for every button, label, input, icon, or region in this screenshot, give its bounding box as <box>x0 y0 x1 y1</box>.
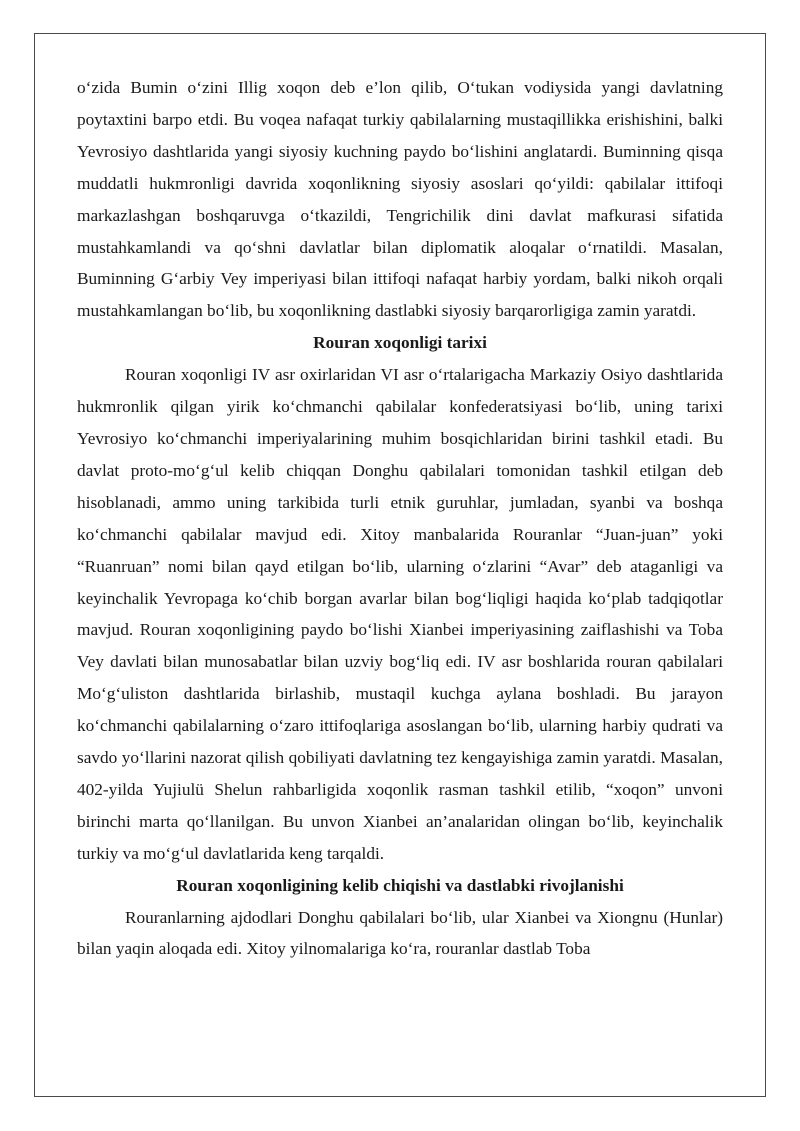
document-body <box>77 72 723 965</box>
paragraph-intro: o‘zida Bumin o‘zini Illig xoqon deb e’lon qilib, O‘tukan vodiysida yangi davlatning poytaxtini barpo etdi. Bu voqea nafaqat turkiy qabilalarning mustaqillikka erishishini, balki Yevrosiyo dashtlarida yangi siyosiy kuchning paydo bo‘lishini anglatardi. Buminning qisqa muddatli hukmronligi davrida xoqonlikning siyosiy asoslari qo‘yildi: qabilalar ittifoqi markazlashgan boshqaruvga o‘tkazildi, Tengrichilik dini davlat mafkurasi sifatida mustahkamlandi va qo‘shni davlatlar bilan diplomatik aloqalar o‘rnatildi. Masalan, Buminning G‘arbiy Vey imperiyasi bilan ittifoqi nafaqat harbiy yordam, balki nikoh orqali mustahkamlangan bo‘lib, bu xoqonlikning dastlabki siyosiy barqarorligiga zamin yaratdi. <box>77 78 723 321</box>
section-heading-rouran-origins: Rouran xoqonligining kelib chiqishi va dastlabki rivojlanishi <box>176 875 624 895</box>
section-heading-rouran-history: Rouran xoqonligi tarixi <box>313 333 487 353</box>
paragraph-rouran-origins: Rouranlarning ajdodlari Donghu qabilalari bo‘lib, ular Xianbei va Xiongnu (Hunlar) bilan yaqin aloqada edi. Xitoy yilnomalariga ko‘ra, rouranlar dastlab Toba <box>77 907 723 959</box>
paragraph-rouran-history: Rouran xoqonligi IV asr oxirlaridan VI asr o‘rtalarigacha Markaziy Osiyo dashtlarida hukmronlik qilgan yirik ko‘chmanchi qabilalar konfederatsiyasi bo‘lib, uning tarixi Yevrosiyo ko‘chmanchi imperiyalarining muhim bosqichlaridan birini tashkil etadi. Bu davlat proto-mo‘g‘ul kelib chiqqan Donghu qabilalari tomonidan tashkil etilgan deb hisoblanadi, ammo uning tarkibida turli etnik guruhlar, jumladan, syanbi va boshqa ko‘chmanchi qabilalar mavjud edi. Xitoy manbalarida Rouranlar “Juan-juan” yoki “Ruanruan” nomi bilan qayd etilgan bo‘lib, ularning o‘zlarini “Avar” deb ataganligi va keyinchalik Yevropaga ko‘chib borgan avarlar bilan bog‘liqligi haqida ko‘plab tadqiqotlar mavjud. Rouran xoqonligining paydo bo‘lishi Xianbei imperiyasining zaiflashishi va Toba Vey davlati bilan munosabatlar bilan uzviy bog‘liq edi. IV asr boshlarida rouran qabilalari Mo‘g‘uliston dashtlarida birlashib, mustaqil kuchga aylana boshladi. Bu jarayon ko‘chmanchi qabilalarning o‘zaro ittifoqlariga asoslangan bo‘lib, ularning harbiy qudrati va savdo yo‘llarini nazorat qilish qobiliyati davlatning tez kengayishiga zamin yaratdi. Masalan, 402-yilda Yujiulü Shelun rahbarligida xoqonlik rasman tashkil etilib, “xoqon” unvoni birinchi marta qo‘llanilgan. Bu unvon Xianbei an’analaridan olingan bo‘lib, keyinchalik turkiy va mo‘g‘ul davlatlarida keng tarqaldi. <box>77 365 723 863</box>
